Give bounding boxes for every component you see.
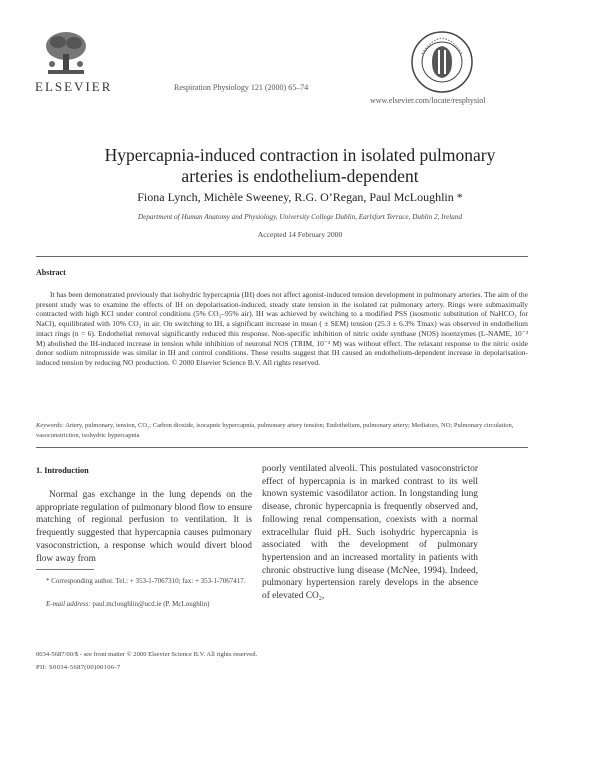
keywords	[36, 421, 528, 440]
tree-logo-icon	[40, 30, 92, 78]
section-heading-introduction: 1. Introduction	[36, 466, 89, 475]
divider-bottom	[36, 447, 528, 448]
email-label: E-mail address:	[46, 600, 91, 608]
author-list: Fiona Lynch, Michèle Sweeney, R.G. O’Regan, Paul McLoughlin *	[137, 190, 463, 204]
abstract-text: It has been demonstrated previously that isohydric hypercapnia (IH) does not affect agonist-induced tension development in pulmonary arteries. The aim of the present study was to examine the effects of IH on depolarisation-induced, steady state tension in the isolated rat pulmonary artery. Rings were submaximally contracted with high KCl under control conditions (5% CO₂–95% air). IH was achieved by switching to a modified PSS (isosmotic substitution of NaHCO₃ for NaCl), equilibrated with 10% CO₂ in air. On switching to IH, a significant increase in mean ( ± SEM) tension (25.3 ± 6.3% Tmax) was observed in endothelium intact rings (n = 6). Endothelial removal significantly reduced this response. Non-specific inhibition of nitric oxide synthase (NOS) isoenzymes (L-NAME, 10⁻³ M) abolished the IH-induced increase in tension while inhibition of neuronal NOS (TRIM, 10⁻³ M) was without effect. The relaxant response to the nitric oxide donor sodium nitroprusside was similar in IH and control conditions. These results suggest that IH caused an endothelium-dependent increase in depolarisation-induced tension by reducing NO production. © 2000 Elsevier Science B.V. All rights reserved.	[36, 290, 528, 367]
intro-column-1: Normal gas exchange in the lung depends on the appropriate regulation of pulmonary blood flow to ensure matching of regional perfusion to ventilation. It is frequently suggested that hypercapnia causes pulmonary vasoconstriction, a response which would divert blood flow away from	[36, 490, 252, 564]
footnote-email	[36, 600, 262, 610]
keywords-text: Artery, pulmonary, tension, CO₂; Carbon dioxide, isocapnic hypercapnia, pulmonary artery tension; Endothelium, pulmonary artery; Mediators, NO; Pulmonary circulation, vasoconstriction, isohydric hypercapnia	[36, 422, 514, 439]
pii-line: PII: S0034-5687(00)00106-7	[36, 664, 121, 671]
publisher-name: ELSEVIER	[35, 79, 113, 94]
journal-url-link[interactable]: www.elsevier.com/locate/resphysiol	[370, 96, 486, 105]
article-title	[40, 145, 560, 187]
accepted-date: Accepted 14 February 2000	[257, 230, 343, 239]
affiliation: Department of Human Anatomy and Physiology, University College Dublin, Earlsfort Terrace, Dublin 2, Ireland	[137, 213, 463, 221]
title-line-1: Hypercapnia-induced contraction in isolated pulmonary	[104, 145, 496, 165]
title-line-2: arteries is endothelium-dependent	[181, 166, 419, 186]
keywords-label: Keywords:	[36, 422, 64, 429]
divider-top	[36, 256, 528, 257]
footnote-corresponding: * Corresponding author. Tel.: + 353-1-7067310; fax: + 353-1-7067417.	[46, 577, 246, 585]
email-address: paul.mcloughlin@ucd.ie (P. McLoughlin)	[90, 600, 210, 608]
footnote-divider	[36, 569, 94, 570]
journal-seal-icon	[410, 30, 474, 94]
intro-column-2: poorly ventilated alveoli. This postulated vasoconstrictor effect of hypercapnia is in marked contrast to its well known systemic vasodilator action. In longstanding lung disease, chronic hypercapnia is frequently observed and, following renal compensation, coexists with a normal extracellular fluid pH. Such isohydric hypercapnia is associated with the development of pulmonary hypertension and an increased mortality in patients with chronic obstructive lung disease (McNee, 1994). Indeed, pulmonary hypertension rarely develops in the absence of elevated CO₂,	[262, 464, 478, 602]
issn-line: 0034-5687/00/$ - see front matter © 2000 Elsevier Science B.V. All rights reserved.	[36, 651, 258, 658]
journal-reference: Respiration Physiology 121 (2000) 65–74	[174, 83, 309, 92]
abstract-heading: Abstract	[36, 268, 66, 277]
